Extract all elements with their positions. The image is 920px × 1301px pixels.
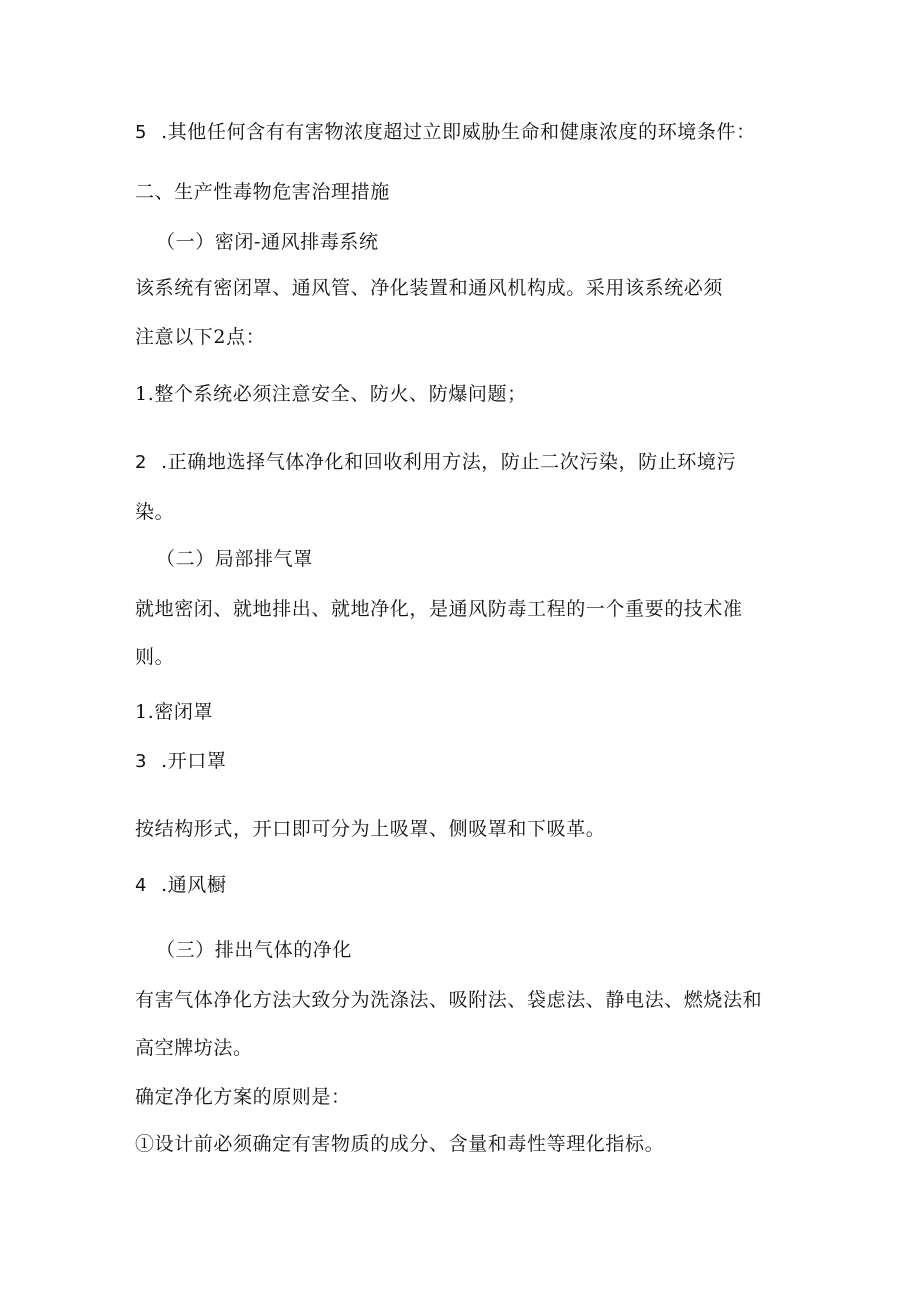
paragraph-line (135, 325, 265, 349)
paragraph-line (135, 988, 762, 1012)
list-item-2 (135, 450, 736, 475)
list-number: 2 (135, 452, 148, 473)
list-text: .通风橱 (161, 874, 227, 896)
section-heading-text: 二、生产性毒物危害治理措施 (135, 181, 390, 203)
list-item-4 (135, 873, 227, 898)
paragraph-text: 就地密闭、就地排出、就地净化，是通风防毒工程的一个重要的技术准 (135, 598, 743, 620)
paragraph-text: 则。 (135, 646, 175, 668)
paragraph-text: 注意以下2点： (135, 326, 266, 348)
paragraph-text: 按结构形式，开口即可分为上吸罩、侧吸罩和下吸革。 (135, 818, 606, 840)
list-item-circled-1 (135, 1132, 664, 1156)
paragraph-text: 有害气体净化方法大致分为洗涤法、吸附法、袋虑法、静电法、燃烧法和 (135, 989, 763, 1011)
subsection-heading-3 (156, 938, 352, 962)
paragraph-line (135, 500, 174, 524)
list-item-5 (135, 120, 756, 145)
subsection-heading-text: （三）排出气体的净化 (156, 939, 353, 961)
list-number: 4 (135, 875, 148, 896)
paragraph-text: 确定净化方案的原则是： (135, 1086, 351, 1108)
paragraph-line (135, 1085, 351, 1109)
list-text: .开口罩 (161, 750, 227, 772)
paragraph-line (135, 276, 723, 300)
list-text: 1.整个系统必须注意安全、防火、防爆问题； (135, 383, 527, 405)
list-number: 5 (135, 122, 148, 143)
list-text: .正确地选择气体净化和回收利用方法，防止二次污染，防止环境污 (161, 451, 737, 473)
subsection-heading-text: （一）密闭-通风排毒系统 (156, 231, 379, 253)
list-item-3 (135, 749, 227, 774)
paragraph-text: 高空牌坊法。 (135, 1037, 253, 1059)
section-heading-2 (135, 180, 390, 204)
list-text: .其他任何含有有害物浓度超过立即威胁生命和健康浓度的环境条件： (161, 121, 756, 143)
paragraph-line (135, 597, 743, 621)
subsection-heading-text: （二）局部排气罩 (156, 548, 313, 570)
paragraph-line (135, 1036, 253, 1060)
subsection-heading-2 (156, 547, 313, 571)
list-item-1 (135, 382, 527, 406)
list-number: 3 (135, 751, 148, 772)
paragraph-text: 该系统有密闭罩、通风管、净化装置和通风机构成。采用该系统必须 (135, 277, 724, 299)
list-item-1 (135, 700, 213, 724)
paragraph-text: 染。 (135, 501, 175, 523)
paragraph-line (135, 645, 174, 669)
list-text: ①设计前必须确定有害物质的成分、含量和毒性等理化指标。 (135, 1133, 665, 1155)
subsection-heading-1 (156, 230, 379, 254)
paragraph-line (135, 817, 605, 841)
list-text: 1.密闭罩 (135, 701, 214, 723)
